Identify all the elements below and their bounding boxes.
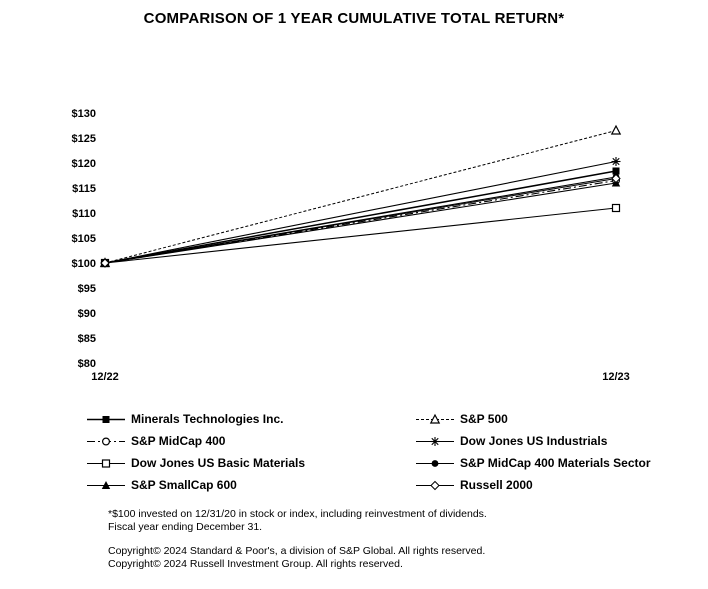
legend-item-s-p-midcap-400 bbox=[86, 434, 415, 448]
legend-marker-icon bbox=[415, 413, 455, 426]
copyright-line: Copyright© 2024 Standard & Poor's, a division of S&P Global. All rights reserved. bbox=[108, 545, 486, 557]
footnote-spacer bbox=[108, 533, 487, 545]
svg-text:$85: $85 bbox=[77, 333, 96, 345]
chart-legend bbox=[86, 408, 651, 496]
footnote-line: *$100 invested on 12/31/20 in stock or index, including reinvestment of dividends. bbox=[108, 508, 487, 520]
legend-marker-icon bbox=[415, 435, 455, 448]
footnote-line: Fiscal year ending December 31. bbox=[108, 520, 263, 533]
svg-text:$95: $95 bbox=[77, 283, 96, 295]
legend-marker-icon bbox=[86, 413, 126, 426]
legend-label: Minerals Technologies Inc. bbox=[131, 412, 284, 426]
svg-text:$110: $110 bbox=[72, 208, 96, 220]
svg-text:$80: $80 bbox=[77, 358, 96, 370]
legend-item-dow-jones-us-basic-materials bbox=[86, 456, 415, 470]
legend-label: Dow Jones US Industrials bbox=[460, 434, 608, 448]
legend-marker-icon bbox=[86, 435, 126, 448]
svg-text:12/23: 12/23 bbox=[602, 371, 630, 383]
legend-item-russell-2000 bbox=[415, 478, 651, 492]
legend-marker-icon bbox=[86, 479, 126, 492]
chart-footnotes bbox=[108, 508, 487, 570]
legend-label: S&P MidCap 400 Materials Sector bbox=[460, 456, 651, 470]
svg-text:$105: $105 bbox=[71, 233, 96, 245]
legend-item-dow-jones-us-industrials bbox=[415, 434, 651, 448]
svg-text:$125: $125 bbox=[71, 133, 96, 145]
legend-label: Dow Jones US Basic Materials bbox=[131, 456, 306, 470]
legend-item-s-p-midcap-400-materials-sector bbox=[415, 456, 651, 470]
svg-text:$90: $90 bbox=[77, 308, 96, 320]
chart-title: COMPARISON OF 1 YEAR CUMULATIVE TOTAL RETURN* bbox=[143, 10, 565, 27]
svg-text:$115: $115 bbox=[72, 183, 96, 195]
svg-text:$100: $100 bbox=[71, 258, 96, 270]
legend-label: S&P SmallCap 600 bbox=[131, 478, 237, 492]
legend-label: S&P MidCap 400 bbox=[131, 434, 226, 448]
legend-label: Russell 2000 bbox=[460, 478, 533, 492]
legend-item-s-p-smallcap-600 bbox=[86, 478, 415, 492]
legend-label: S&P 500 bbox=[460, 412, 508, 426]
legend-item-minerals-technologies-inc bbox=[86, 412, 415, 426]
legend-marker-icon bbox=[415, 479, 455, 492]
legend-marker-icon bbox=[415, 457, 455, 470]
svg-text:$130: $130 bbox=[71, 108, 96, 120]
legend-marker-icon bbox=[86, 457, 126, 470]
copyright-line: Copyright© 2024 Russell Investment Group. All rights reserved. bbox=[108, 557, 403, 570]
legend-item-s-p-500 bbox=[415, 412, 651, 426]
svg-text:12/22: 12/22 bbox=[91, 371, 119, 383]
svg-text:$120: $120 bbox=[71, 158, 96, 170]
